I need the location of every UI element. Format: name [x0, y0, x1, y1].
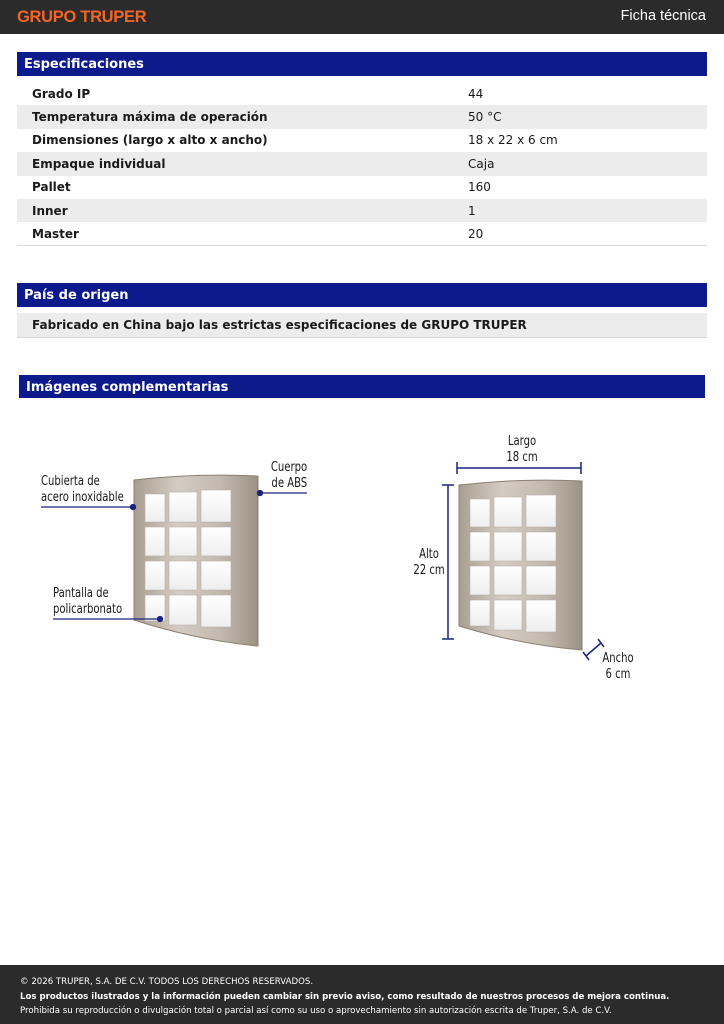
images-section-header: Imágenes complementarias	[19, 375, 705, 398]
callout-body	[271, 460, 307, 492]
dimension-width-line2: 6 cm	[605, 667, 631, 682]
lamp-image-right	[459, 480, 582, 650]
spec-row	[17, 105, 707, 128]
origin-text: Fabricado en China bajo las estrictas especificaciones de GRUPO TRUPER	[17, 313, 707, 338]
callout-cover-line1: Cubierta de	[41, 474, 100, 489]
footer-copyright: © 2026 TRUPER, S.A. DE C.V. TODOS LOS DERECHOS RESERVADOS.	[20, 977, 314, 987]
spec-row	[17, 82, 707, 105]
spec-label: Inner	[17, 199, 468, 222]
specs-section-header: Especificaciones	[17, 52, 707, 76]
spec-label: Pallet	[32, 180, 71, 195]
dimension-width	[595, 651, 641, 683]
spec-value: 1	[468, 199, 707, 222]
spec-value: Caja	[468, 152, 707, 175]
spec-label: Empaque individual	[17, 152, 468, 175]
dimension-height	[404, 547, 454, 579]
callout-screen-line1: Pantalla de	[53, 586, 109, 601]
spec-row	[17, 222, 707, 245]
footer-bar	[0, 965, 724, 1024]
dimension-height-line1: Alto	[419, 547, 439, 562]
spec-row	[17, 152, 707, 175]
spec-label: Dimensiones (largo x alto x ancho)	[32, 133, 268, 148]
spec-value: 50 °C	[468, 105, 707, 128]
spec-label: Master	[17, 222, 468, 245]
spec-row	[17, 129, 707, 152]
callout-screen-line2: policarbonato	[53, 602, 123, 617]
dimension-height-line2: 22 cm	[413, 563, 445, 578]
spec-row	[17, 199, 707, 222]
spec-label: Grado IP	[32, 86, 91, 101]
dimension-length-line1: Largo	[507, 434, 537, 449]
spec-value: 20	[468, 222, 707, 245]
callout-cover-line2: acero inoxidable	[41, 490, 124, 505]
specs-table	[17, 82, 707, 246]
dimension-length-line2: 18 cm	[506, 450, 538, 465]
brand-logo: GRUPO TRUPER	[17, 8, 147, 26]
spec-value: 44	[468, 86, 484, 101]
callout-body-line1: Cuerpo	[270, 460, 307, 475]
lamp-image-left	[134, 475, 258, 646]
spec-value: 18 x 22 x 6 cm	[468, 133, 558, 148]
spec-row	[17, 176, 707, 199]
callout-body-line2: de ABS	[271, 476, 307, 491]
origin-section-header: País de origen	[17, 283, 707, 307]
spec-label: Temperatura máxima de operación	[17, 105, 468, 128]
footer-notice: Los productos ilustrados y la información pueden cambiar sin previo aviso, como resultado de nuestros procesos de mejora continua.	[20, 991, 670, 1002]
top-header-bar	[0, 0, 724, 34]
dimension-width-line1: Ancho	[602, 651, 634, 666]
document-type-label: Ficha técnica	[620, 8, 706, 24]
footer-prohibition: Prohibida su reproducción o divulgación total o parcial así como su uso o aprovechamiento sin autorización escrita de Truper, S.A. de C.V.	[20, 1006, 612, 1017]
spec-value: 160	[468, 180, 491, 195]
callout-screen	[53, 586, 122, 618]
dimension-length	[491, 434, 553, 466]
callout-cover	[41, 474, 124, 506]
